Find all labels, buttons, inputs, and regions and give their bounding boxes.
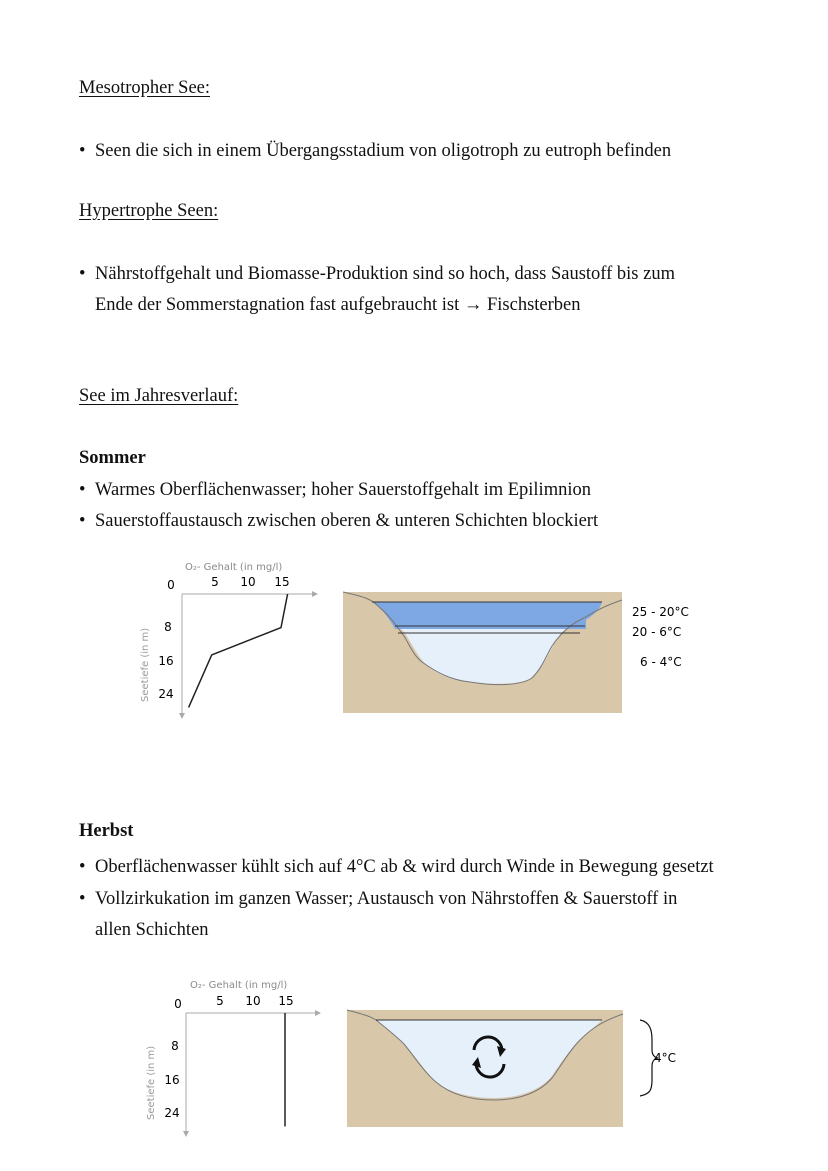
heading-mesotroph: Mesotropher See: [79, 78, 211, 98]
bullet-dot: • [79, 889, 86, 909]
chart-x-label: O₂- Gehalt (in mg/l) [185, 562, 283, 573]
layer-temp-hypolimnion: 6 - 4°C [640, 655, 682, 669]
heading-hypertroph: Hypertrophe Seen: [79, 201, 219, 221]
bullet-dot: • [79, 511, 86, 531]
temp-label: 4°C [654, 1051, 677, 1065]
layer-temp-metalimnion: 20 - 6°C [632, 625, 682, 639]
bullet-text: Sauerstoffaustausch zwischen oberen & unteren Schichten blockiert [95, 511, 599, 531]
bullet-dot: • [79, 857, 86, 877]
chart-x-label: O₂- Gehalt (in mg/l) [190, 980, 288, 991]
bullet-dot: • [79, 480, 86, 500]
layer-temp-epilimnion: 25 - 20°C [632, 605, 689, 619]
chart-y-tick: 0 [167, 578, 175, 592]
chart-y-arrow [183, 1131, 189, 1137]
bullet-dot: • [79, 141, 86, 161]
chart-y-label: Seetiefe (in m) [140, 627, 151, 702]
bullet-dot: • [79, 264, 86, 284]
heading-herbst: Herbst [79, 821, 134, 841]
chart-y-tick: 0 [174, 997, 182, 1011]
chart-x-tick: 15 [274, 575, 290, 589]
chart-y-tick: 16 [164, 1073, 180, 1087]
chart-y-label: Seetiefe (in m) [146, 1045, 157, 1120]
bullet-text: Warmes Oberflächenwasser; hoher Sauerstoffgehalt im Epilimnion [95, 480, 591, 500]
chart-y-tick: 8 [171, 1039, 179, 1053]
bullet-text: allen Schichten [95, 920, 209, 940]
chart-x-tick: 5 [216, 994, 224, 1008]
chart-x-arrow [315, 1010, 321, 1016]
bullet-text: Ende der Sommerstagnation fast aufgebraucht ist → Fischsterben [95, 295, 581, 315]
heading-sommer: Sommer [79, 448, 146, 468]
chart-x-tick: 10 [240, 575, 256, 589]
bullet-text: Oberflächenwasser kühlt sich auf 4°C ab & wird durch Winde in Bewegung gesetzt [95, 857, 714, 877]
chart-x-tick: 15 [278, 994, 294, 1008]
bullet-text: Vollzirkukation im ganzen Wasser; Austausch von Nährstoffen & Sauerstoff in [95, 889, 678, 909]
chart-x-tick: 10 [245, 994, 261, 1008]
chart-y-tick: 8 [164, 620, 172, 634]
chart-y-tick: 16 [158, 654, 174, 668]
chart-y-tick: 24 [158, 687, 174, 701]
bullet-text: Nährstoffgehalt und Biomasse-Produktion sind so hoch, dass Saustoff bis zum [95, 264, 675, 284]
chart-y-tick: 24 [164, 1106, 180, 1120]
heading-jahresverlauf: See im Jahresverlauf: [79, 386, 239, 406]
bullet-text: Seen die sich in einem Übergangsstadium von oligotroph zu eutroph befinden [95, 141, 672, 161]
chart-x-tick: 5 [211, 575, 219, 589]
